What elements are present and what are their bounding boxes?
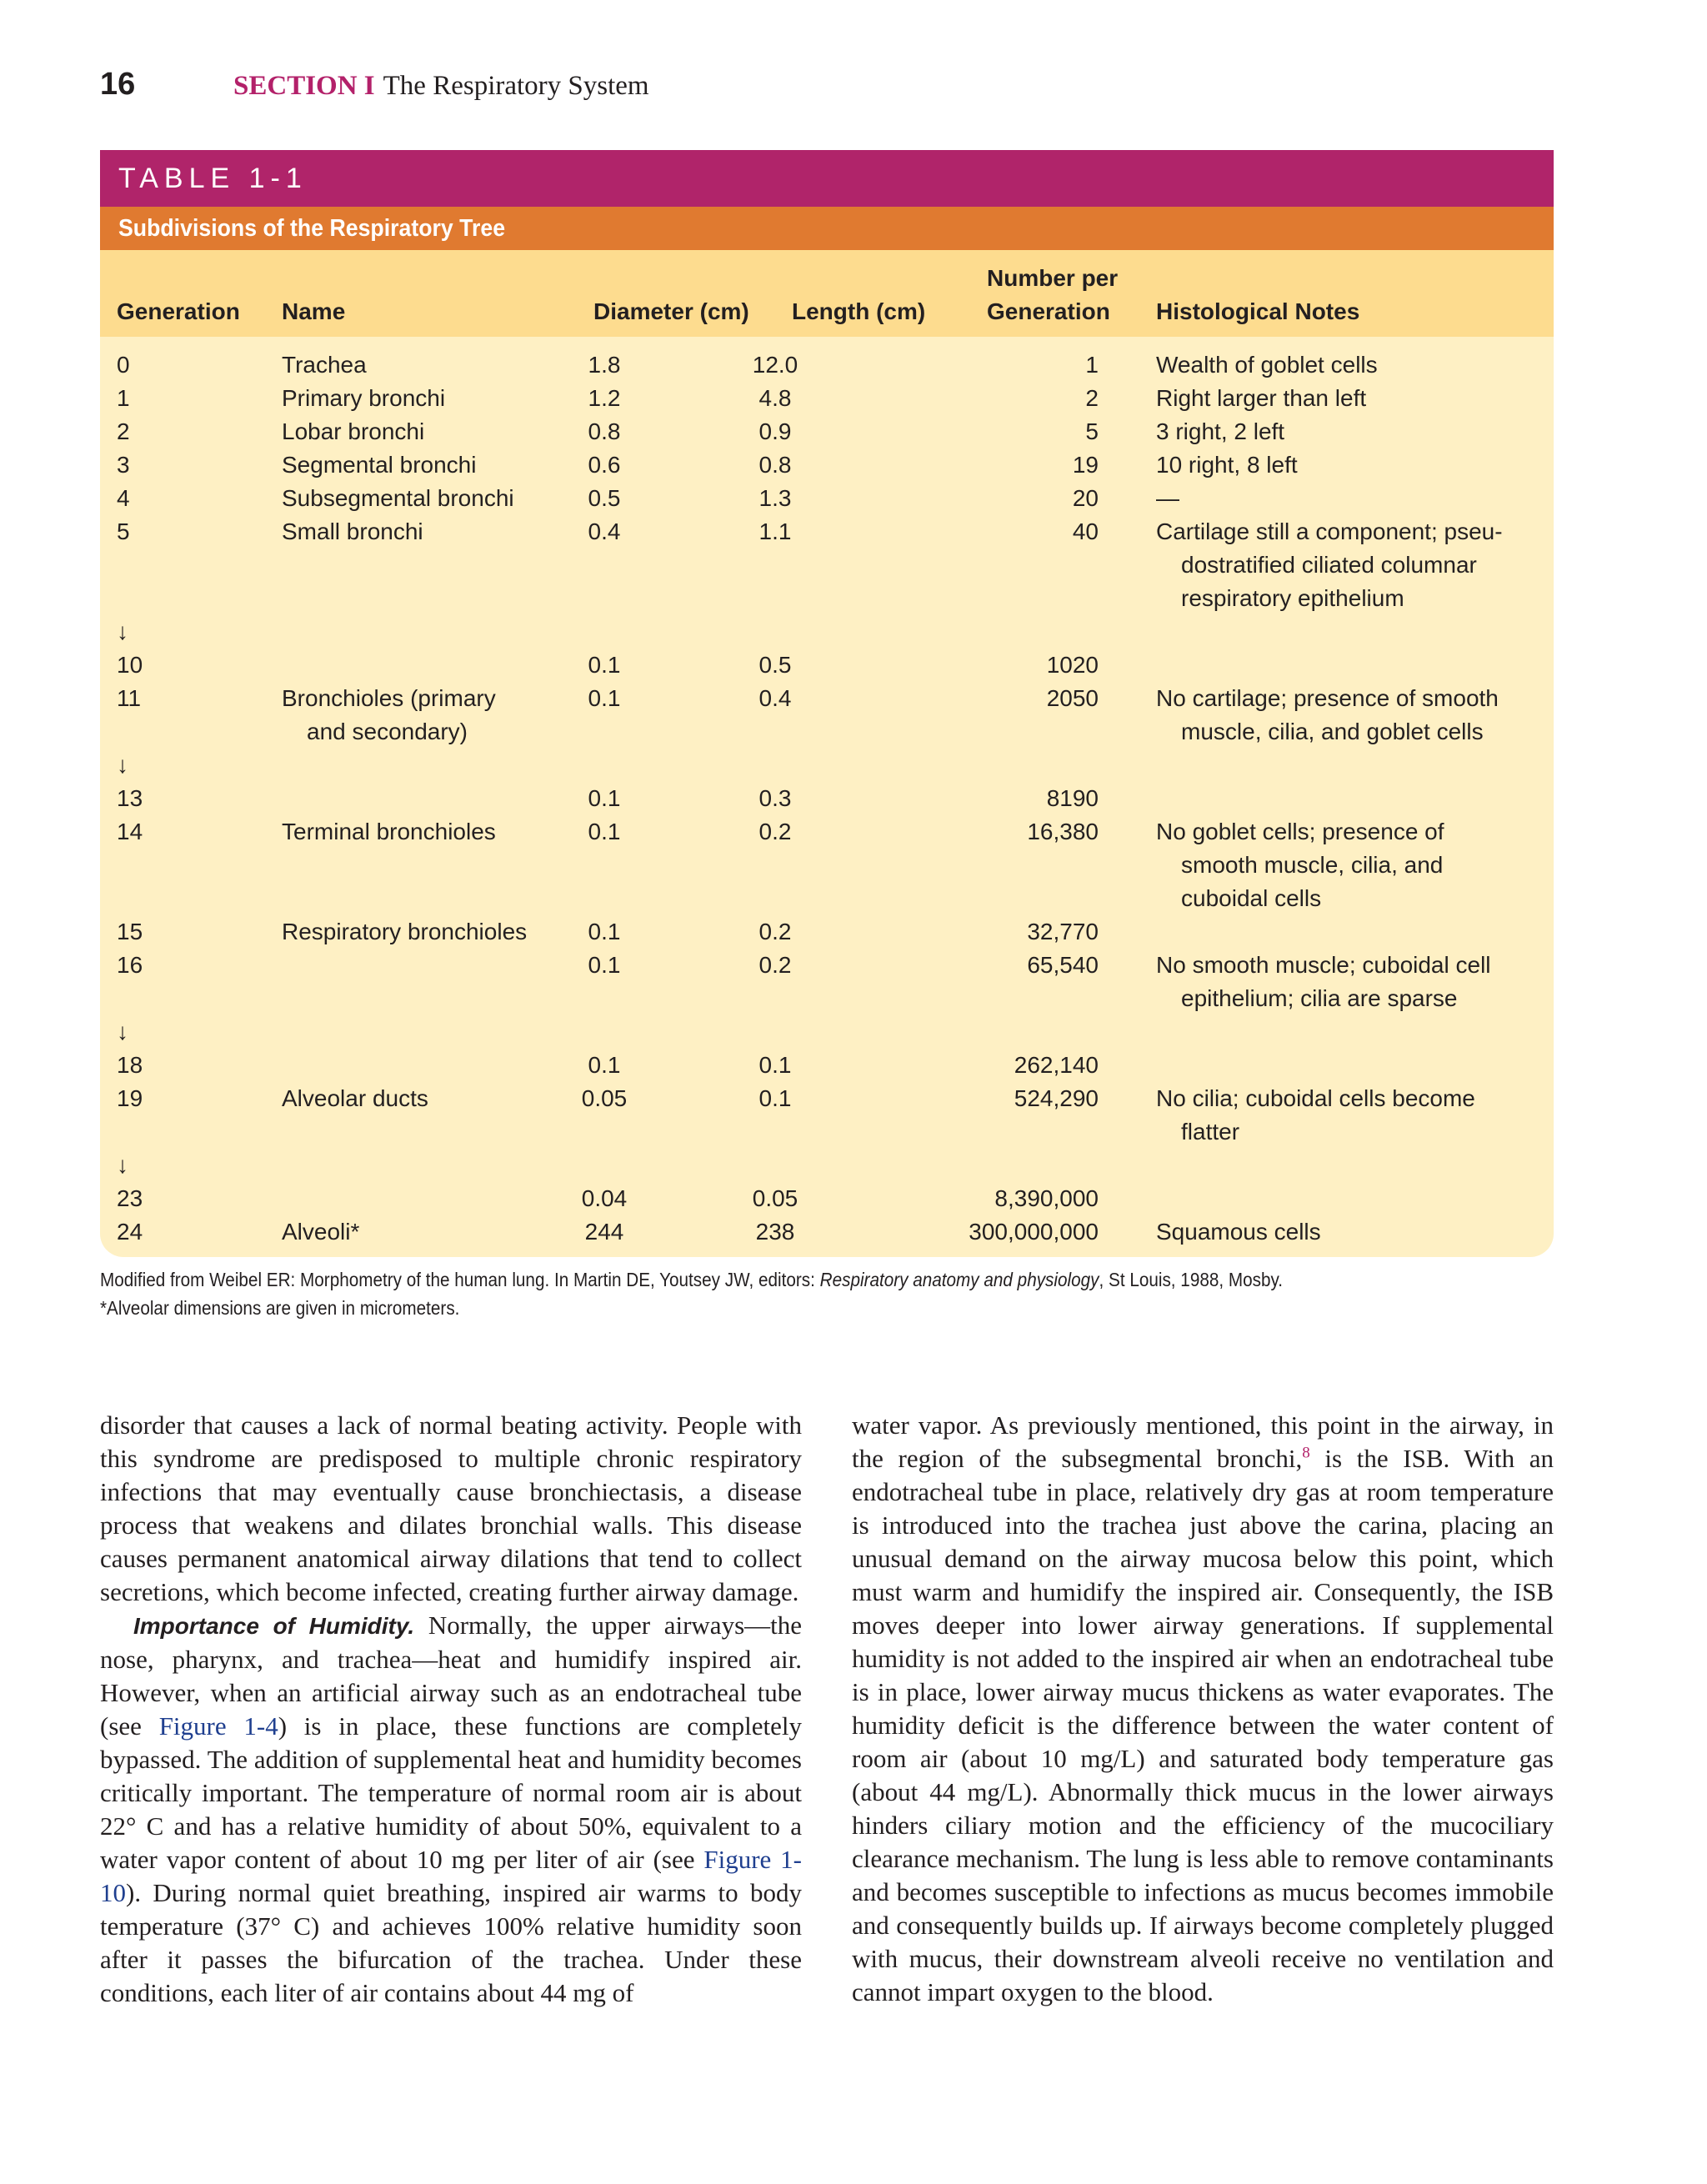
cell-length: 0.05 <box>752 1185 798 1211</box>
column-header-number-line1: Number per <box>987 265 1119 291</box>
cell-number: 262,140 <box>1014 1052 1099 1078</box>
column-header-diameter: Diameter (cm) <box>593 298 749 324</box>
cell-generation: 23 <box>117 1185 143 1211</box>
cell-name: Respiratory bronchioles <box>282 919 528 944</box>
table-row <box>100 749 1554 782</box>
cell-notes-continued: flatter <box>1181 1119 1240 1145</box>
cell-notes-continued: dostratified ciliated columnar <box>1181 552 1477 578</box>
cell-number: 8,390,000 <box>994 1185 1099 1211</box>
cell-length: 0.1 <box>758 1085 792 1111</box>
cell-number: 19 <box>1072 452 1099 478</box>
table-source-note <box>100 1269 1283 1291</box>
cell-diameter: 0.8 <box>588 418 621 444</box>
source-publisher: , St Louis, 1988, Mosby. <box>1099 1269 1284 1290</box>
paragraph-text: ). During normal quiet breathing, inspired air warms to body temperature (37° C) and achieves 100% relative humidity soon after it passes the bifurcation of the trachea. Under these conditions, each liter of air contains about 44 mg of <box>100 1878 802 2007</box>
cell-generation: 13 <box>117 785 143 811</box>
cell-notes: Right larger than left <box>1156 385 1367 411</box>
cell-name: Segmental bronchi <box>282 452 477 478</box>
cell-length: 1.1 <box>758 518 792 544</box>
paragraph-text: is the ISB. With an endotracheal tube in place, relatively dry gas at room temperature is introduced into the trachea just above the carina, placing an unusual demand on the airway mucosa below this point, which must warm and humidify the inspired air. Consequently, the ISB moves deeper into lower airway generations. If supplemental humidity is not added to the inspired air when an endotracheal tube is in place, lower airway mucus thickens as water evaporates. The humidity deficit is the difference between the water content of room air (about 10 mg/L) and saturated body temperature gas (about 44 mg/L). Abnormally thick mucus in the lower airways hinders ciliary motion and the efficiency of the mucociliary clearance mechanism. The lung is less able to remove contaminants and becomes susceptible to infections as mucus becomes immobile and consequently builds up. If airways become completely plugged with mucus, their downstream alveoli receive no ventilation and cannot impart oxygen to the blood. <box>852 1444 1554 2006</box>
table-row <box>100 515 1554 615</box>
cell-number: 16,380 <box>1027 819 1099 844</box>
cell-diameter: 0.6 <box>588 452 621 478</box>
page-header <box>100 67 649 117</box>
figure-link-1-4[interactable]: Figure 1-4 <box>158 1711 278 1741</box>
table-row <box>100 682 1554 749</box>
table-body <box>100 348 1554 1249</box>
column-header-notes: Histological Notes <box>1156 298 1360 324</box>
paragraph-importance-of-humidity <box>100 1609 802 2010</box>
table-label: TABLE 1-1 <box>118 162 308 194</box>
cell-generation: 1 <box>117 385 130 411</box>
cell-generation: 11 <box>117 685 142 711</box>
cell-diameter: 1.8 <box>588 352 621 378</box>
cell-notes: Cartilage still a component; pseu- <box>1156 518 1503 544</box>
body-column-left <box>100 1409 802 2010</box>
down-arrow-icon: ↓ <box>117 619 128 644</box>
table-row <box>100 915 1554 949</box>
cell-notes-continued: muscle, cilia, and goblet cells <box>1181 719 1484 744</box>
cell-number: 5 <box>1085 418 1099 444</box>
cell-name: Bronchioles (primary <box>282 685 496 711</box>
table-column-headers <box>100 250 1554 337</box>
table-footnote: *Alveolar dimensions are given in micrometers. <box>100 1297 460 1319</box>
paragraph: disorder that causes a lack of normal beating activity. People with this syndrome are predisposed to multiple chronic respiratory infections that may eventually cause bronchiectasis, a disease process that weakens and dilates bronchial walls. This disease causes permanent anatomical airway dilations that tend to collect secretions, which become infected, creating further airway damage. <box>100 1410 802 1606</box>
cell-name: Alveolar ducts <box>282 1085 428 1111</box>
cell-diameter: 0.05 <box>581 1085 628 1111</box>
table-row <box>100 815 1554 915</box>
table-row <box>100 649 1554 682</box>
cell-notes-continued: respiratory epithelium <box>1181 585 1404 611</box>
cell-length: 0.1 <box>758 1052 792 1078</box>
cell-number: 65,540 <box>1027 952 1099 978</box>
table-label-bar <box>100 150 1554 207</box>
table-title: Subdivisions of the Respiratory Tree <box>118 214 506 242</box>
body-column-right <box>852 1409 1554 2009</box>
table-row <box>100 348 1554 382</box>
cell-name: Terminal bronchioles <box>282 819 496 844</box>
cell-notes: No cilia; cuboidal cells become <box>1156 1085 1475 1111</box>
cell-number: 32,770 <box>1027 919 1099 944</box>
cell-notes-continued: cuboidal cells <box>1181 885 1322 911</box>
source-text: Modified from Weibel ER: Morphometry of the human lung. In Martin DE, Youtsey JW, editors: <box>100 1269 820 1290</box>
cell-number: 300,000,000 <box>969 1219 1099 1245</box>
cell-length: 0.3 <box>758 785 792 811</box>
cell-number: 8190 <box>1046 785 1099 811</box>
cell-number: 2050 <box>1046 685 1099 711</box>
column-header-number <box>987 262 1118 328</box>
cell-length: 0.2 <box>758 952 792 978</box>
cell-generation: 4 <box>117 485 130 511</box>
cell-diameter: 0.1 <box>588 1052 621 1078</box>
cell-length: 0.5 <box>758 652 792 678</box>
cell-notes-continued: smooth muscle, cilia, and <box>1181 852 1444 878</box>
cell-name: Small bronchi <box>282 518 423 544</box>
down-arrow-icon: ↓ <box>117 1152 128 1178</box>
cell-length: 4.8 <box>758 385 792 411</box>
cell-generation: 15 <box>117 919 143 944</box>
paragraph <box>852 1409 1554 2009</box>
cell-diameter: 0.04 <box>581 1185 628 1211</box>
cell-diameter: 0.1 <box>588 952 621 978</box>
cell-generation: 10 <box>117 652 143 678</box>
table-row <box>100 782 1554 815</box>
section-label: SECTION I <box>233 71 375 101</box>
cell-notes: No goblet cells; presence of <box>1156 819 1444 844</box>
cell-number: 2 <box>1085 385 1099 411</box>
cell-name: Primary bronchi <box>282 385 446 411</box>
cell-diameter: 1.2 <box>588 385 621 411</box>
table-row <box>100 949 1554 1015</box>
cell-generation: 5 <box>117 518 130 544</box>
section-title: The Respiratory System <box>383 71 649 101</box>
cell-generation: 0 <box>117 352 130 378</box>
cell-name: Lobar bronchi <box>282 418 425 444</box>
cell-generation: 3 <box>117 452 130 478</box>
cell-number: 1020 <box>1046 652 1099 678</box>
table-row <box>100 615 1554 649</box>
cell-number: 20 <box>1072 485 1099 511</box>
cell-generation: 14 <box>117 819 143 844</box>
cell-name-continued: and secondary) <box>307 719 468 744</box>
cell-diameter: 0.4 <box>588 518 621 544</box>
cell-notes: No cartilage; presence of smooth <box>1156 685 1499 711</box>
paragraph-text: water vapor. As previously mentioned, this point in the airway, in the region of the subsegmental bronchi, <box>852 1410 1554 1473</box>
source-book-title: Respiratory anatomy and physiology <box>819 1269 1099 1290</box>
cell-name: Alveoli* <box>282 1219 360 1245</box>
cell-generation: 24 <box>117 1219 143 1245</box>
cell-length: 1.3 <box>758 485 792 511</box>
table-1-1 <box>100 150 1554 1257</box>
cell-diameter: 0.1 <box>588 919 621 944</box>
cell-length: 0.9 <box>758 418 792 444</box>
cell-diameter: 0.5 <box>588 485 621 511</box>
cell-diameter: 0.1 <box>588 819 621 844</box>
cell-notes: 10 right, 8 left <box>1156 452 1298 478</box>
down-arrow-icon: ↓ <box>117 752 128 778</box>
cell-generation: 19 <box>117 1085 143 1111</box>
cell-generation: 16 <box>117 952 143 978</box>
run-in-heading: Importance of Humidity. <box>133 1613 415 1639</box>
table-row <box>100 1215 1554 1249</box>
cell-length: 0.2 <box>758 919 792 944</box>
cell-number: 524,290 <box>1014 1085 1099 1111</box>
cell-length: 238 <box>755 1219 795 1245</box>
table-row <box>100 1049 1554 1082</box>
cell-notes: Wealth of goblet cells <box>1156 352 1378 378</box>
cell-diameter: 0.1 <box>588 685 621 711</box>
cell-notes: 3 right, 2 left <box>1156 418 1285 444</box>
table-row <box>100 1182 1554 1215</box>
table-row <box>100 382 1554 415</box>
cell-name: Trachea <box>282 352 367 378</box>
cell-generation: 2 <box>117 418 130 444</box>
table-row <box>100 415 1554 448</box>
cell-diameter: 244 <box>584 1219 624 1245</box>
cell-generation: 18 <box>117 1052 143 1078</box>
cell-length: 0.4 <box>758 685 792 711</box>
paragraph-text: ) is in place, these functions are completely bypassed. The addition of supplemental heat and humidity becomes critically important. The temperature of normal room air is about 22° C and has a relative humidity of about 50%, equivalent to a water vapor content of about 10 mg per liter of air (see <box>100 1711 802 1874</box>
cell-number: 40 <box>1072 518 1099 544</box>
down-arrow-icon: ↓ <box>117 1019 128 1044</box>
page-number: 16 <box>100 67 136 102</box>
column-header-number-line2: Generation <box>987 298 1110 324</box>
column-header-name: Name <box>282 298 346 324</box>
cell-length: 0.2 <box>758 819 792 844</box>
table-row <box>100 1149 1554 1182</box>
cell-number: 1 <box>1085 352 1099 378</box>
table-row <box>100 1082 1554 1149</box>
cell-length: 12.0 <box>752 352 798 378</box>
cell-diameter: 0.1 <box>588 785 621 811</box>
cell-notes: No smooth muscle; cuboidal cell <box>1156 952 1491 978</box>
table-row <box>100 1015 1554 1049</box>
figure-link-1-10[interactable]: Figure 1-10 <box>100 1845 803 1907</box>
paragraph-text: Normally, the upper airways—the nose, pharynx, and trachea—heat and humidify inspired air. However, when an artificial airway such as an endotracheal tube (see <box>100 1610 803 1741</box>
table-row <box>100 448 1554 482</box>
table-title-bar <box>100 207 1554 250</box>
table-row <box>100 482 1554 515</box>
cell-notes: Squamous cells <box>1156 1219 1321 1245</box>
cell-notes: — <box>1156 485 1179 511</box>
cell-notes-continued: epithelium; cilia are sparse <box>1181 985 1458 1011</box>
column-header-length: Length (cm) <box>792 298 926 324</box>
cell-length: 0.8 <box>758 452 792 478</box>
reference-superscript[interactable]: 8 <box>1302 1444 1310 1462</box>
column-header-generation: Generation <box>117 298 240 324</box>
cell-name: Subsegmental bronchi <box>282 485 514 511</box>
cell-diameter: 0.1 <box>588 652 621 678</box>
